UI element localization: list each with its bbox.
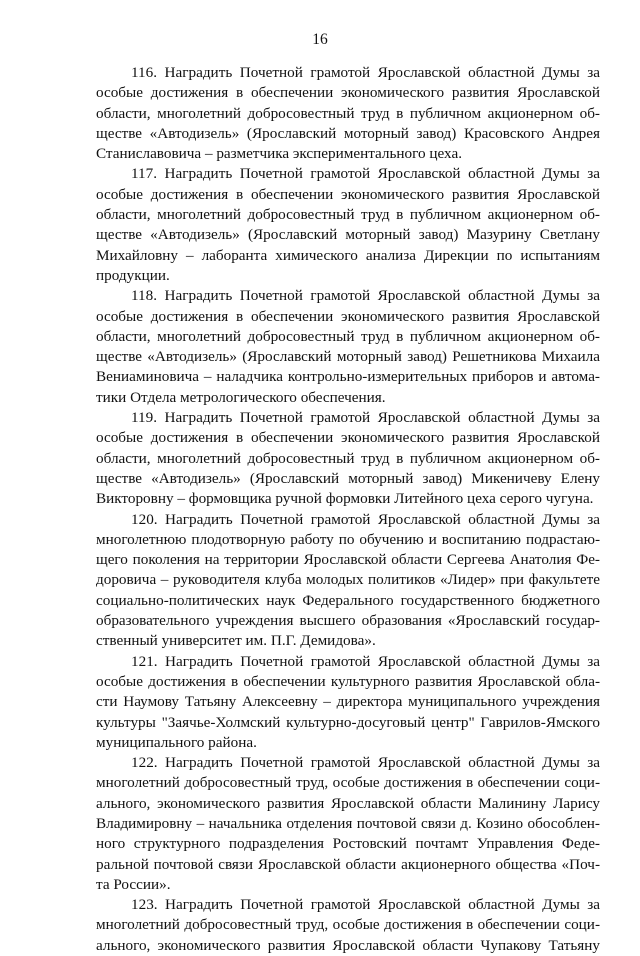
page-number: 16 [312,31,328,48]
paragraph-line: 118. Наградить Почетной грамотой Ярославской областной Думы за [131,287,600,305]
paragraph-line: ществе «Автодизель» (Ярославский моторный завод) Микеничеву Елену [96,469,600,487]
award-paragraph-119 [96,408,600,509]
paragraph-line: 120. Наградить Почетной грамотой Ярославской областной Думы за [131,510,600,528]
paragraph-line: ральной почтовой связи Ярославской области акционерного общества «Поч- [96,855,600,873]
paragraph-line: культуры "Заячье-Холмский культурно-досуговый центр" Гаврилов-Ямского [96,713,600,731]
paragraph-line: многолетнюю плодотворную работу по обучению и воспитанию подрастаю- [96,530,600,548]
paragraph-line: та России». [96,875,171,893]
paragraph-line: тики Отдела метрологического обеспечения. [96,388,386,406]
award-paragraph-123 [96,895,600,956]
paragraph-line: щего поколения на территории Ярославской области Сергеева Анатолия Фе- [96,551,600,569]
award-paragraph-120 [96,510,600,652]
paragraph-line: Викторовну – формовщика ручной формовки Литейного цеха серого чугуна. [96,490,594,508]
award-paragraph-118 [96,286,600,408]
paragraph-line: Михайловну – лаборанта химического анализа Дирекции по испытаниям [96,246,600,264]
paragraph-line: 121. Наградить Почетной грамотой Ярославской областной Думы за [131,652,600,670]
paragraph-line: ного структурного подразделения Ростовский почтамт Управления Феде- [96,835,600,853]
paragraph-line: Владимировну – начальника отделения почтовой связи д. Козино обособлен- [96,814,600,832]
award-paragraph-117 [96,164,600,286]
paragraph-line: Станиславовича – разметчика экспериментального цеха. [96,145,462,163]
document-body [96,63,600,956]
paragraph-line: образовательного учреждения высшего образования «Ярославский государ- [96,612,600,630]
award-paragraph-116 [96,63,600,164]
paragraph-line: ществе «Автодизель» (Ярославский моторный завод) Красовского Андрея [96,124,600,142]
paragraph-line: 122. Наградить Почетной грамотой Ярославской областной Думы за [131,754,600,772]
award-paragraph-121 [96,652,600,753]
paragraph-line: сти Наумову Татьяну Алексеевну – директора муниципального учреждения [96,693,600,711]
paragraph-line: Вениаминовича – наладчика контрольно-измерительных приборов и автома- [96,368,600,386]
paragraph-line: особые достижения в обеспечении экономического развития Ярославской [96,185,600,203]
paragraph-line: доровича – руководителя клуба молодых политиков «Лидер» при факультете [96,571,600,589]
paragraph-line: ществе «Автодизель» (Ярославский моторный завод) Мазурину Светлану [96,226,600,244]
paragraph-line: области, многолетний добросовестный труд в публичном акционерном об- [96,449,600,467]
paragraph-line: муниципального района. [96,733,257,751]
paragraph-line: 116. Наградить Почетной грамотой Ярославской областной Думы за [131,64,600,81]
paragraph-line: 123. Наградить Почетной грамотой Ярославской областной Думы за [131,896,600,914]
award-paragraph-122 [96,753,600,895]
paragraph-line: особые достижения в обеспечении экономического развития Ярославской [96,307,600,325]
paragraph-line: ального, экономического развития Ярославской области Малинину Ларису [96,794,600,812]
paragraph-line: области, многолетний добросовестный труд в публичном акционерном об- [96,104,600,122]
paragraph-line: ального, экономического развития Ярославской области Чупакову Татьяну [96,936,600,954]
paragraph-line: области, многолетний добросовестный труд в публичном акционерном об- [96,327,600,345]
paragraph-line: ственный университет им. П.Г. Демидова». [96,632,376,650]
paragraph-line: социально-политических наук Федерального государственного бюджетного [96,591,600,609]
paragraph-line: продукции. [96,266,170,284]
paragraph-line: многолетний добросовестный труд, особые достижения в обеспечении соци- [96,916,600,934]
paragraph-line: особые достижения в обеспечении экономического развития Ярославской [96,429,600,447]
paragraph-line: 119. Наградить Почетной грамотой Ярославской областной Думы за [131,409,600,427]
paragraph-line: области, многолетний добросовестный труд в публичном акционерном об- [96,206,600,224]
paragraph-line: особые достижения в обеспечении культурного развития Ярославской обла- [96,672,600,690]
paragraph-line: многолетний добросовестный труд, особые достижения в обеспечении соци- [96,774,600,792]
paragraph-line: 117. Наградить Почетной грамотой Ярославской областной Думы за [131,165,600,183]
paragraph-line: особые достижения в обеспечении экономического развития Ярославской [96,84,600,102]
paragraph-line: ществе «Автодизель» (Ярославский моторный завод) Решетникова Михаила [96,348,600,366]
